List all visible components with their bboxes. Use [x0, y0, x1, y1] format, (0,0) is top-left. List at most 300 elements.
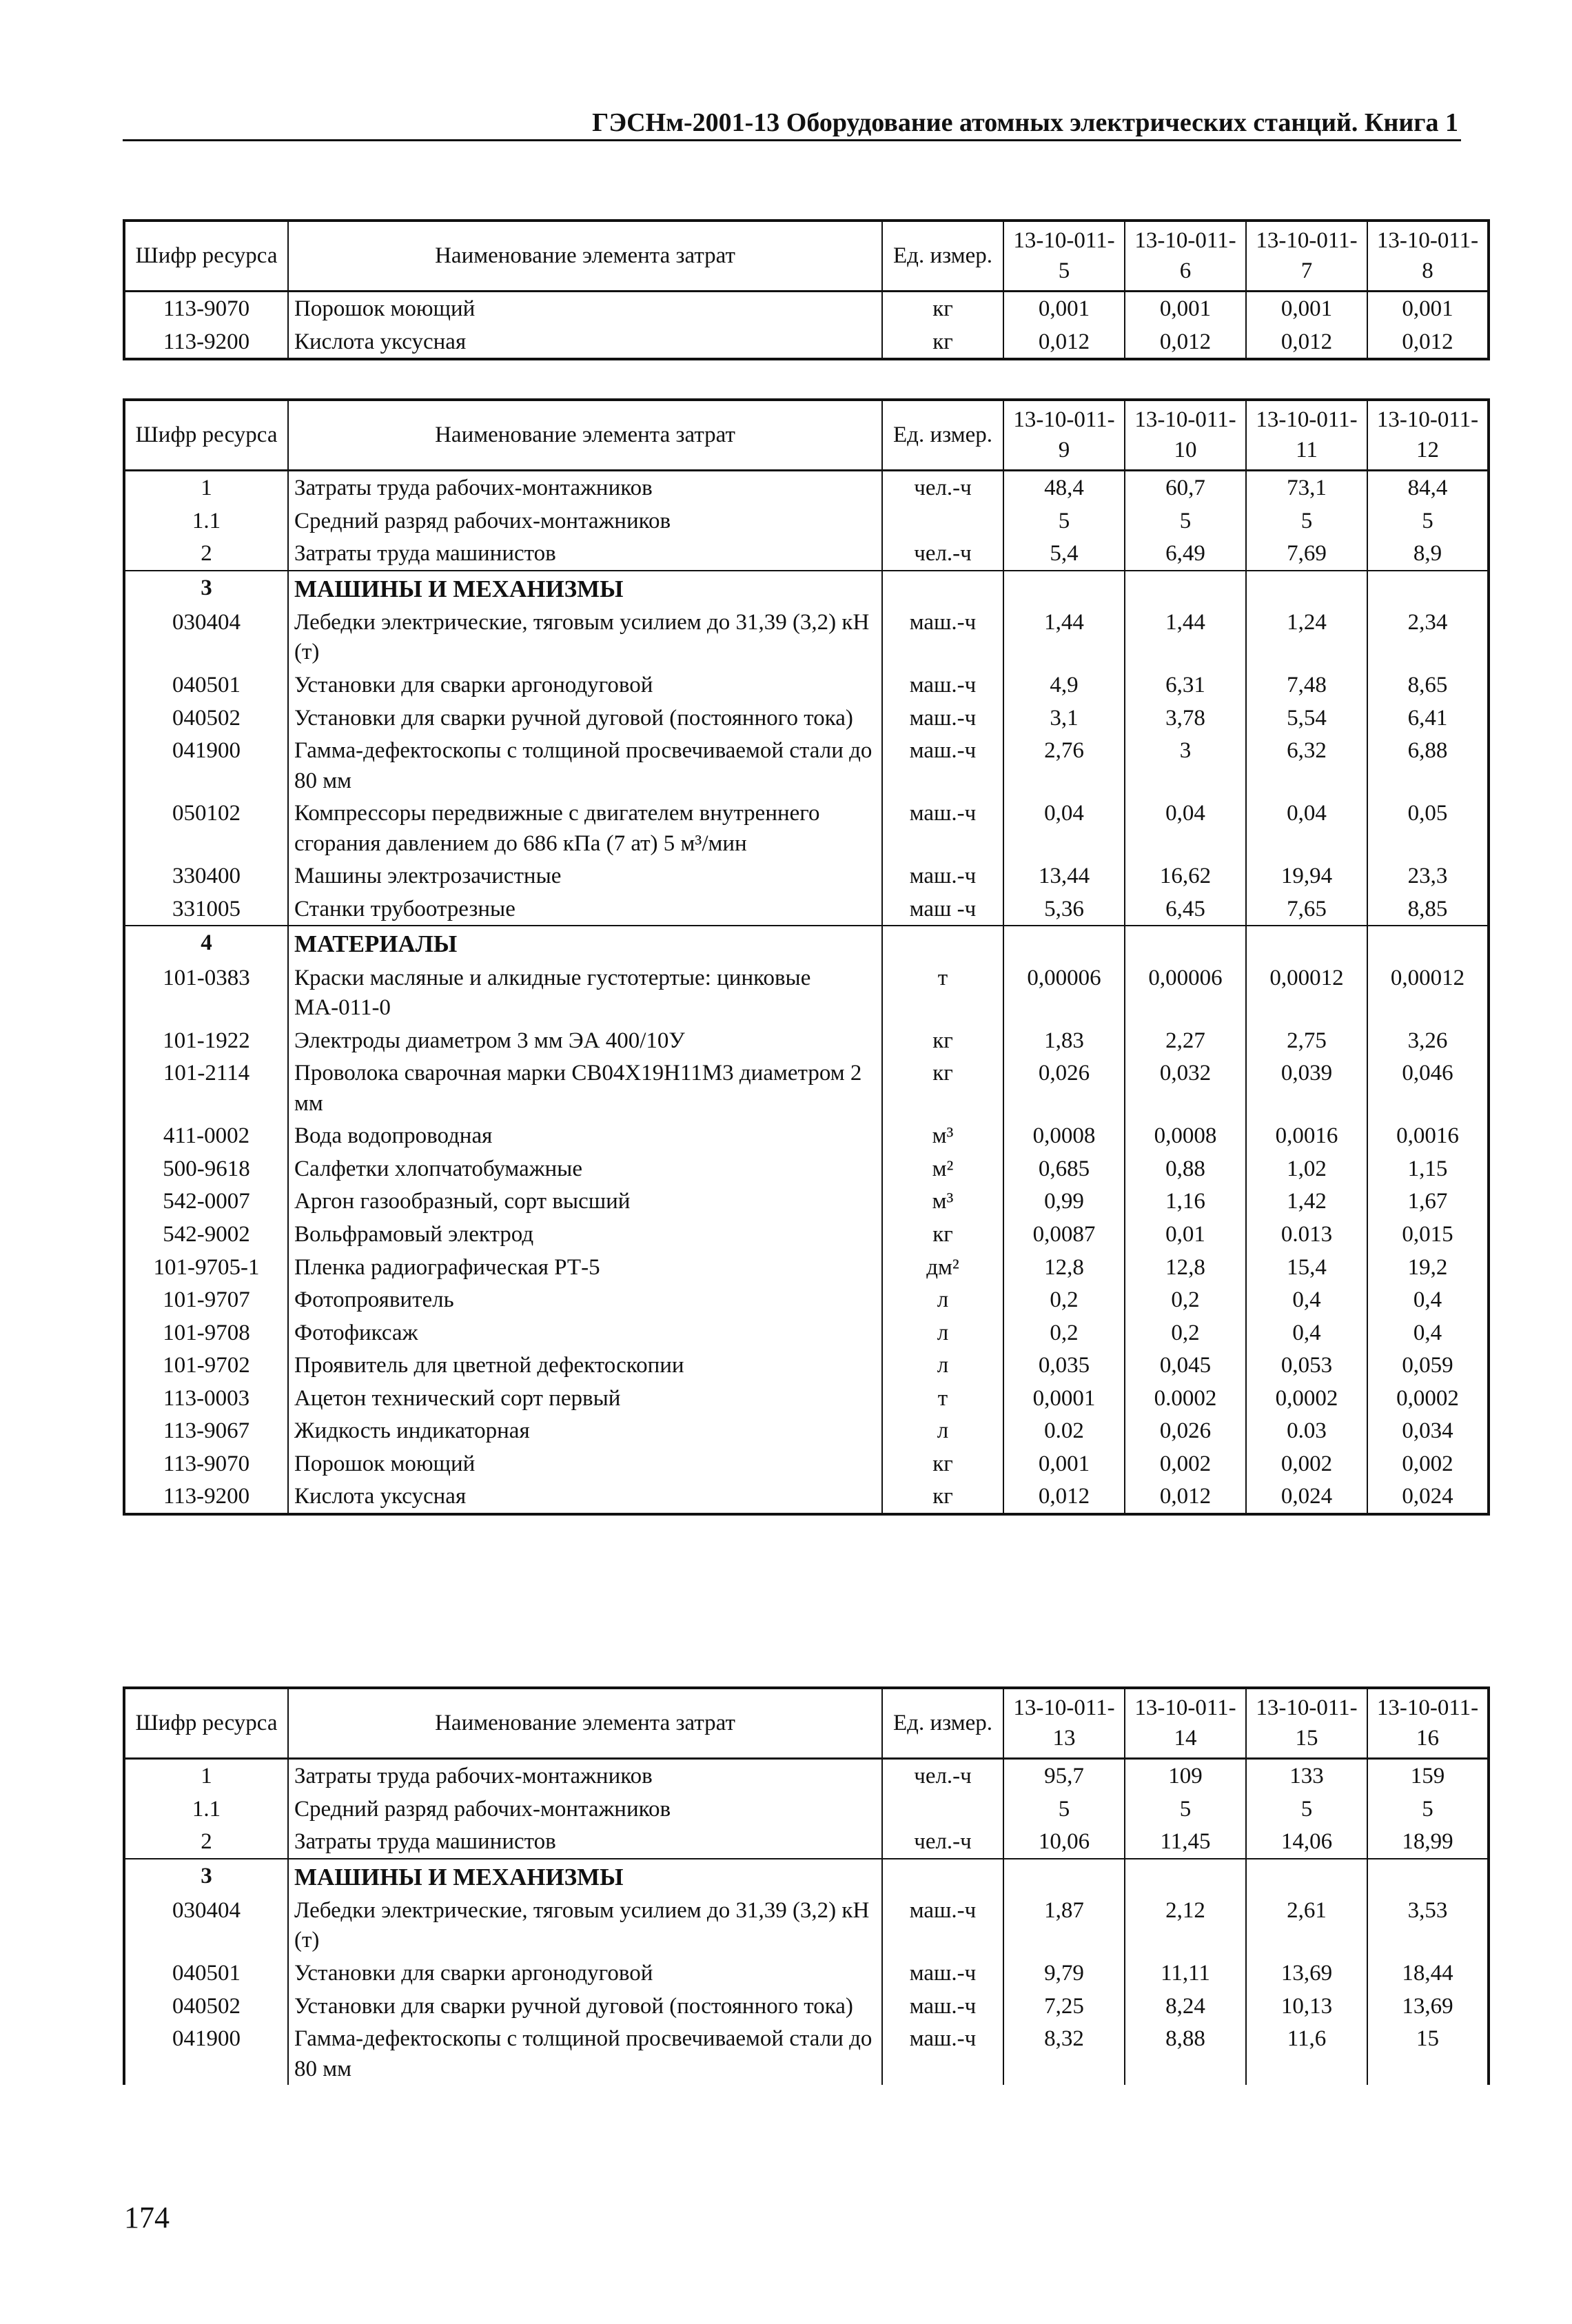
norm-value-cell: 1,44 [1125, 606, 1246, 669]
cost-element-name-cell: Вольфрамовый электрод [288, 1218, 882, 1251]
table-row [124, 1152, 1489, 1185]
table-row [124, 961, 1489, 1024]
norm-value-cell: 95,7 [1003, 1759, 1125, 1793]
cost-element-name-cell: Гамма-дефектоскопы с толщиной просвечиваемой стали до 80 мм [288, 734, 882, 797]
norm-value-cell: 0,4 [1367, 1283, 1489, 1316]
norm-value-cell: 18,44 [1367, 1957, 1489, 1990]
column-header-norm-code: 13-10-011-16 [1367, 1688, 1489, 1759]
unit-cell: чел.-ч [882, 1759, 1003, 1793]
norm-value-cell: 0,001 [1125, 292, 1246, 325]
norm-value-cell: 0,05 [1367, 797, 1489, 859]
norm-value-cell [1246, 571, 1367, 606]
unit-cell: чел.-ч [882, 1825, 1003, 1859]
norm-value-cell: 14,06 [1246, 1825, 1367, 1859]
page-title: ГЭСНм-2001-13 Оборудование атомных электрических станций. Книга 1 [592, 108, 1458, 137]
norm-value-cell: 0,0016 [1246, 1119, 1367, 1152]
resource-code-cell: 542-9002 [124, 1218, 288, 1251]
unit-cell [882, 504, 1003, 538]
norm-value-cell: 0,002 [1367, 1447, 1489, 1480]
table-row [124, 292, 1489, 325]
table-row [124, 1990, 1489, 2023]
norm-value-cell: 0,2 [1125, 1316, 1246, 1349]
norm-value-cell: 0,2 [1125, 1283, 1246, 1316]
table-row [124, 1316, 1489, 1349]
norm-value-cell: 0,053 [1246, 1349, 1367, 1382]
column-header-norm-code: 13-10-011-11 [1246, 400, 1367, 471]
table-row [124, 1024, 1489, 1057]
norm-value-cell: 0,012 [1367, 325, 1489, 360]
norm-value-cell: 0,0002 [1246, 1382, 1367, 1415]
table-row [124, 859, 1489, 893]
norm-value-cell: 0,00012 [1367, 961, 1489, 1024]
norm-value-cell [1125, 926, 1246, 961]
column-header-norm-code: 13-10-011-13 [1003, 1688, 1125, 1759]
norm-value-cell: 0,4 [1246, 1316, 1367, 1349]
norm-value-cell: 0,012 [1125, 1480, 1246, 1514]
resource-code-cell: 101-0383 [124, 961, 288, 1024]
column-header-norm-code: 13-10-011-8 [1367, 221, 1489, 292]
norm-value-cell [1003, 571, 1125, 606]
unit-cell: м³ [882, 1185, 1003, 1218]
table-header-row [124, 1688, 1489, 1759]
norm-value-cell: 0,00006 [1125, 961, 1246, 1024]
table-row [124, 504, 1489, 538]
norm-value-cell: 3,1 [1003, 702, 1125, 735]
cost-element-name-cell: МАШИНЫ И МЕХАНИЗМЫ [288, 571, 882, 606]
table-row [124, 1218, 1489, 1251]
resource-code-cell: 1 [124, 471, 288, 504]
resource-code-cell: 041900 [124, 2022, 288, 2085]
norm-value-cell: 23,3 [1367, 859, 1489, 893]
cost-element-name-cell: Проволока сварочная марки СВ04Х19Н11М3 диаметром 2 мм [288, 1057, 882, 1119]
table-header-row [124, 400, 1489, 471]
norm-value-cell: 0,012 [1246, 325, 1367, 360]
cost-element-name-cell: Установки для сварки ручной дуговой (постоянного тока) [288, 1990, 882, 2023]
unit-cell: маш.-ч [882, 734, 1003, 797]
norm-value-cell: 6,49 [1125, 537, 1246, 571]
unit-cell: кг [882, 1447, 1003, 1480]
table-body [124, 292, 1489, 360]
resource-code-cell: 1 [124, 1759, 288, 1793]
cost-element-name-cell: Средний разряд рабочих-монтажников [288, 1793, 882, 1826]
section-row [124, 1859, 1489, 1894]
norm-value-cell: 0,046 [1367, 1057, 1489, 1119]
table-row [124, 471, 1489, 504]
norm-value-cell: 6,88 [1367, 734, 1489, 797]
norm-value-cell: 5 [1367, 504, 1489, 538]
norm-value-cell: 1,44 [1003, 606, 1125, 669]
norm-value-cell: 0,024 [1246, 1480, 1367, 1514]
table-body [124, 471, 1489, 1514]
cost-element-name-cell: Установки для сварки аргонодуговой [288, 669, 882, 702]
column-header-norm-code: 13-10-011-10 [1125, 400, 1246, 471]
cost-element-name-cell: Фотопроявитель [288, 1283, 882, 1316]
column-header-name: Наименование элемента затрат [288, 221, 882, 292]
norm-value-cell: 0,035 [1003, 1349, 1125, 1382]
norm-value-cell: 8,85 [1367, 893, 1489, 926]
table-row [124, 1894, 1489, 1957]
norm-value-cell: 0,002 [1246, 1447, 1367, 1480]
norm-value-cell: 1,87 [1003, 1894, 1125, 1957]
norm-value-cell: 19,94 [1246, 859, 1367, 893]
table-row [124, 669, 1489, 702]
norm-value-cell: 0,04 [1125, 797, 1246, 859]
table-row [124, 734, 1489, 797]
norm-value-cell: 19,2 [1367, 1251, 1489, 1284]
unit-cell: л [882, 1316, 1003, 1349]
resource-code-cell: 101-9705-1 [124, 1251, 288, 1284]
cost-element-name-cell: МАШИНЫ И МЕХАНИЗМЫ [288, 1859, 882, 1894]
norm-value-cell: 2,61 [1246, 1894, 1367, 1957]
norm-value-cell: 0,01 [1125, 1218, 1246, 1251]
resource-code-cell: 040501 [124, 1957, 288, 1990]
resource-code-cell: 101-9702 [124, 1349, 288, 1382]
norm-value-cell: 0,88 [1125, 1152, 1246, 1185]
norm-value-cell: 0.03 [1246, 1414, 1367, 1447]
norm-value-cell: 1,15 [1367, 1152, 1489, 1185]
norm-value-cell: 3,78 [1125, 702, 1246, 735]
norm-value-cell: 1,24 [1246, 606, 1367, 669]
unit-cell: кг [882, 325, 1003, 360]
norm-value-cell: 5 [1003, 1793, 1125, 1826]
resource-code-cell: 030404 [124, 1894, 288, 1957]
cost-element-name-cell: Лебедки электрические, тяговым усилием до 31,39 (3,2) кН (т) [288, 1894, 882, 1957]
cost-element-name-cell: Средний разряд рабочих-монтажников [288, 504, 882, 538]
resource-code-cell: 101-9708 [124, 1316, 288, 1349]
column-header-code: Шифр ресурса [124, 1688, 288, 1759]
norm-value-cell: 18,99 [1367, 1825, 1489, 1859]
unit-cell: маш.-ч [882, 702, 1003, 735]
norm-value-cell: 0,015 [1367, 1218, 1489, 1251]
norm-value-cell [1367, 1859, 1489, 1894]
norm-value-cell: 0,04 [1246, 797, 1367, 859]
cost-element-name-cell: Краски масляные и алкидные густотертые: цинковые МА-011-0 [288, 961, 882, 1024]
unit-cell: маш -ч [882, 893, 1003, 926]
norm-value-cell: 0,0087 [1003, 1218, 1125, 1251]
norm-value-cell: 6,45 [1125, 893, 1246, 926]
cost-element-name-cell: МАТЕРИАЛЫ [288, 926, 882, 961]
norm-value-cell: 0,001 [1003, 1447, 1125, 1480]
norm-value-cell: 0,2 [1003, 1316, 1125, 1349]
resource-table-3 [123, 1686, 1490, 2085]
resource-code-cell: 113-9070 [124, 1447, 288, 1480]
norm-value-cell [1125, 571, 1246, 606]
resource-code-cell: 542-0007 [124, 1185, 288, 1218]
unit-cell: маш.-ч [882, 2022, 1003, 2085]
norm-value-cell: 5 [1246, 1793, 1367, 1826]
resource-code-cell: 3 [124, 571, 288, 606]
table-row [124, 1185, 1489, 1218]
cost-element-name-cell: Установки для сварки ручной дуговой (постоянного тока) [288, 702, 882, 735]
norm-value-cell: 0,002 [1125, 1447, 1246, 1480]
cost-element-name-cell: Фотофиксаж [288, 1316, 882, 1349]
unit-cell: маш.-ч [882, 606, 1003, 669]
norm-value-cell: 5,36 [1003, 893, 1125, 926]
table-row [124, 1447, 1489, 1480]
norm-value-cell: 5 [1003, 504, 1125, 538]
table-row [124, 1957, 1489, 1990]
norm-value-cell: 2,34 [1367, 606, 1489, 669]
norm-value-cell: 2,75 [1246, 1024, 1367, 1057]
norm-value-cell: 1,42 [1246, 1185, 1367, 1218]
resource-code-cell: 3 [124, 1859, 288, 1894]
unit-cell: кг [882, 1218, 1003, 1251]
unit-cell: маш.-ч [882, 797, 1003, 859]
unit-cell: кг [882, 1024, 1003, 1057]
unit-cell: маш.-ч [882, 669, 1003, 702]
table-row [124, 606, 1489, 669]
column-header-norm-code: 13-10-011-15 [1246, 1688, 1367, 1759]
norm-value-cell: 0,685 [1003, 1152, 1125, 1185]
norm-value-cell: 9,79 [1003, 1957, 1125, 1990]
norm-value-cell: 7,48 [1246, 669, 1367, 702]
norm-value-cell: 16,62 [1125, 859, 1246, 893]
norm-value-cell: 1,16 [1125, 1185, 1246, 1218]
unit-cell: маш.-ч [882, 1990, 1003, 2023]
unit-cell: л [882, 1414, 1003, 1447]
resource-table-2 [123, 398, 1490, 1516]
norm-value-cell: 7,69 [1246, 537, 1367, 571]
norm-value-cell [1003, 926, 1125, 961]
norm-value-cell: 12,8 [1125, 1251, 1246, 1284]
table-row [124, 797, 1489, 859]
norm-value-cell: 0.0002 [1125, 1382, 1246, 1415]
cost-element-name-cell: Салфетки хлопчатобумажные [288, 1152, 882, 1185]
norm-value-cell [1003, 1859, 1125, 1894]
resource-code-cell: 040501 [124, 669, 288, 702]
unit-cell: маш.-ч [882, 1894, 1003, 1957]
norm-value-cell: 3,26 [1367, 1024, 1489, 1057]
norm-value-cell: 13,69 [1367, 1990, 1489, 2023]
table-header-row [124, 221, 1489, 292]
resource-code-cell: 411-0002 [124, 1119, 288, 1152]
norm-value-cell: 1,02 [1246, 1152, 1367, 1185]
norm-value-cell [1246, 926, 1367, 961]
resource-code-cell: 040502 [124, 702, 288, 735]
norm-value-cell: 0,00006 [1003, 961, 1125, 1024]
column-header-code: Шифр ресурса [124, 400, 288, 471]
cost-element-name-cell: Установки для сварки аргонодуговой [288, 1957, 882, 1990]
table-row [124, 325, 1489, 360]
norm-value-cell: 0,4 [1367, 1316, 1489, 1349]
norm-value-cell: 5 [1125, 1793, 1246, 1826]
norm-value-cell: 0,99 [1003, 1185, 1125, 1218]
resource-code-cell: 040502 [124, 1990, 288, 2023]
norm-value-cell: 0,0002 [1367, 1382, 1489, 1415]
table-row [124, 1382, 1489, 1415]
cost-element-name-cell: Лебедки электрические, тяговым усилием до 31,39 (3,2) кН (т) [288, 606, 882, 669]
cost-element-name-cell: Жидкость индикаторная [288, 1414, 882, 1447]
norm-value-cell: 8,24 [1125, 1990, 1246, 2023]
norm-value-cell: 4,9 [1003, 669, 1125, 702]
norm-value-cell: 0,034 [1367, 1414, 1489, 1447]
unit-cell: чел.-ч [882, 471, 1003, 504]
norm-value-cell: 0,001 [1246, 292, 1367, 325]
page-header [123, 103, 1461, 141]
norm-value-cell: 0,026 [1003, 1057, 1125, 1119]
unit-cell: м² [882, 1152, 1003, 1185]
table-row [124, 1119, 1489, 1152]
norm-value-cell: 5 [1125, 504, 1246, 538]
unit-cell: л [882, 1283, 1003, 1316]
norm-value-cell: 0,0008 [1125, 1119, 1246, 1152]
norm-value-cell: 6,31 [1125, 669, 1246, 702]
norm-value-cell: 2,76 [1003, 734, 1125, 797]
column-header-unit: Ед. измер. [882, 221, 1003, 292]
norm-value-cell: 0,045 [1125, 1349, 1246, 1382]
norm-value-cell: 5 [1246, 504, 1367, 538]
norm-value-cell: 0,039 [1246, 1057, 1367, 1119]
norm-value-cell: 0,4 [1246, 1283, 1367, 1316]
cost-element-name-cell: Машины электрозачистные [288, 859, 882, 893]
table-row [124, 1793, 1489, 1826]
norm-value-cell: 0,026 [1125, 1414, 1246, 1447]
norm-value-cell: 3,53 [1367, 1894, 1489, 1957]
table-row [124, 537, 1489, 571]
norm-value-cell: 7,25 [1003, 1990, 1125, 2023]
norm-value-cell: 0,04 [1003, 797, 1125, 859]
resource-code-cell: 4 [124, 926, 288, 961]
section-row [124, 571, 1489, 606]
cost-element-name-cell: Проявитель для цветной дефектоскопии [288, 1349, 882, 1382]
column-header-norm-code: 13-10-011-14 [1125, 1688, 1246, 1759]
column-header-unit: Ед. измер. [882, 1688, 1003, 1759]
resource-code-cell: 030404 [124, 606, 288, 669]
norm-value-cell: 13,69 [1246, 1957, 1367, 1990]
column-header-code: Шифр ресурса [124, 221, 288, 292]
resource-code-cell: 500-9618 [124, 1152, 288, 1185]
norm-value-cell: 8,65 [1367, 669, 1489, 702]
unit-cell [882, 926, 1003, 961]
norm-value-cell: 0.02 [1003, 1414, 1125, 1447]
cost-element-name-cell: Порошок моющий [288, 292, 882, 325]
table-row [124, 1825, 1489, 1859]
norm-value-cell: 5 [1367, 1793, 1489, 1826]
cost-element-name-cell: Затраты труда машинистов [288, 1825, 882, 1859]
norm-value-cell: 0,001 [1003, 292, 1125, 325]
cost-element-name-cell: Затраты труда рабочих-монтажников [288, 471, 882, 504]
cost-element-name-cell: Электроды диаметром 3 мм ЭА 400/10У [288, 1024, 882, 1057]
resource-code-cell: 113-9200 [124, 1480, 288, 1514]
norm-value-cell: 1,67 [1367, 1185, 1489, 1218]
norm-value-cell: 15 [1367, 2022, 1489, 2085]
column-header-name: Наименование элемента затрат [288, 1688, 882, 1759]
table-row [124, 1414, 1489, 1447]
norm-value-cell: 2,27 [1125, 1024, 1246, 1057]
norm-value-cell: 3 [1125, 734, 1246, 797]
column-header-norm-code: 13-10-011-9 [1003, 400, 1125, 471]
resource-code-cell: 1.1 [124, 1793, 288, 1826]
unit-cell: кг [882, 292, 1003, 325]
norm-value-cell: 0,0008 [1003, 1119, 1125, 1152]
unit-cell [882, 571, 1003, 606]
column-header-name: Наименование элемента затрат [288, 400, 882, 471]
cost-element-name-cell: Гамма-дефектоскопы с толщиной просвечиваемой стали до 80 мм [288, 2022, 882, 2085]
resource-code-cell: 331005 [124, 893, 288, 926]
table-row [124, 1283, 1489, 1316]
norm-value-cell: 48,4 [1003, 471, 1125, 504]
resource-code-cell: 113-9200 [124, 325, 288, 360]
table-body [124, 1759, 1489, 2086]
norm-value-cell: 8,88 [1125, 2022, 1246, 2085]
unit-cell: чел.-ч [882, 537, 1003, 571]
norm-value-cell: 8,32 [1003, 2022, 1125, 2085]
norm-value-cell: 10,13 [1246, 1990, 1367, 2023]
resource-code-cell: 101-1922 [124, 1024, 288, 1057]
unit-cell: маш.-ч [882, 1957, 1003, 1990]
norm-value-cell [1246, 1859, 1367, 1894]
resource-code-cell: 113-9067 [124, 1414, 288, 1447]
column-header-norm-code: 13-10-011-6 [1125, 221, 1246, 292]
norm-value-cell: 0,00012 [1246, 961, 1367, 1024]
section-row [124, 926, 1489, 961]
norm-value-cell: 0.013 [1246, 1218, 1367, 1251]
norm-value-cell: 5,54 [1246, 702, 1367, 735]
table-row [124, 702, 1489, 735]
resource-table-1 [123, 219, 1490, 360]
cost-element-name-cell: Аргон газообразный, сорт высший [288, 1185, 882, 1218]
cost-element-name-cell: Станки трубоотрезные [288, 893, 882, 926]
norm-value-cell [1367, 571, 1489, 606]
norm-value-cell: 13,44 [1003, 859, 1125, 893]
norm-value-cell: 73,1 [1246, 471, 1367, 504]
unit-cell: маш.-ч [882, 859, 1003, 893]
norm-value-cell: 0,0016 [1367, 1119, 1489, 1152]
norm-value-cell: 11,6 [1246, 2022, 1367, 2085]
norm-value-cell: 0,032 [1125, 1057, 1246, 1119]
norm-value-cell: 8,9 [1367, 537, 1489, 571]
norm-value-cell: 2,12 [1125, 1894, 1246, 1957]
norm-value-cell: 11,45 [1125, 1825, 1246, 1859]
unit-cell: дм² [882, 1251, 1003, 1284]
column-header-norm-code: 13-10-011-12 [1367, 400, 1489, 471]
table-row [124, 2022, 1489, 2085]
norm-value-cell: 1,83 [1003, 1024, 1125, 1057]
norm-value-cell: 15,4 [1246, 1251, 1367, 1284]
norm-value-cell: 10,06 [1003, 1825, 1125, 1859]
norm-value-cell: 133 [1246, 1759, 1367, 1793]
resource-code-cell: 101-9707 [124, 1283, 288, 1316]
norm-value-cell: 0,059 [1367, 1349, 1489, 1382]
cost-element-name-cell: Ацетон технический сорт первый [288, 1382, 882, 1415]
norm-value-cell [1125, 1859, 1246, 1894]
norm-value-cell: 0,012 [1125, 325, 1246, 360]
cost-element-name-cell: Кислота уксусная [288, 1480, 882, 1514]
table-row [124, 1480, 1489, 1514]
unit-cell: кг [882, 1057, 1003, 1119]
norm-value-cell: 11,11 [1125, 1957, 1246, 1990]
column-header-unit: Ед. измер. [882, 400, 1003, 471]
unit-cell [882, 1793, 1003, 1826]
table-row [124, 1349, 1489, 1382]
norm-value-cell: 60,7 [1125, 471, 1246, 504]
norm-value-cell: 12,8 [1003, 1251, 1125, 1284]
norm-value-cell: 7,65 [1246, 893, 1367, 926]
unit-cell: кг [882, 1480, 1003, 1514]
norm-value-cell: 109 [1125, 1759, 1246, 1793]
cost-element-name-cell: Затраты труда машинистов [288, 537, 882, 571]
table-row [124, 1759, 1489, 1793]
cost-element-name-cell: Вода водопроводная [288, 1119, 882, 1152]
norm-value-cell: 0,024 [1367, 1480, 1489, 1514]
norm-value-cell: 0,001 [1367, 292, 1489, 325]
norm-value-cell: 0,0001 [1003, 1382, 1125, 1415]
norm-value-cell: 6,41 [1367, 702, 1489, 735]
cost-element-name-cell: Пленка радиографическая РТ-5 [288, 1251, 882, 1284]
table-row [124, 893, 1489, 926]
unit-cell: м³ [882, 1119, 1003, 1152]
unit-cell: л [882, 1349, 1003, 1382]
